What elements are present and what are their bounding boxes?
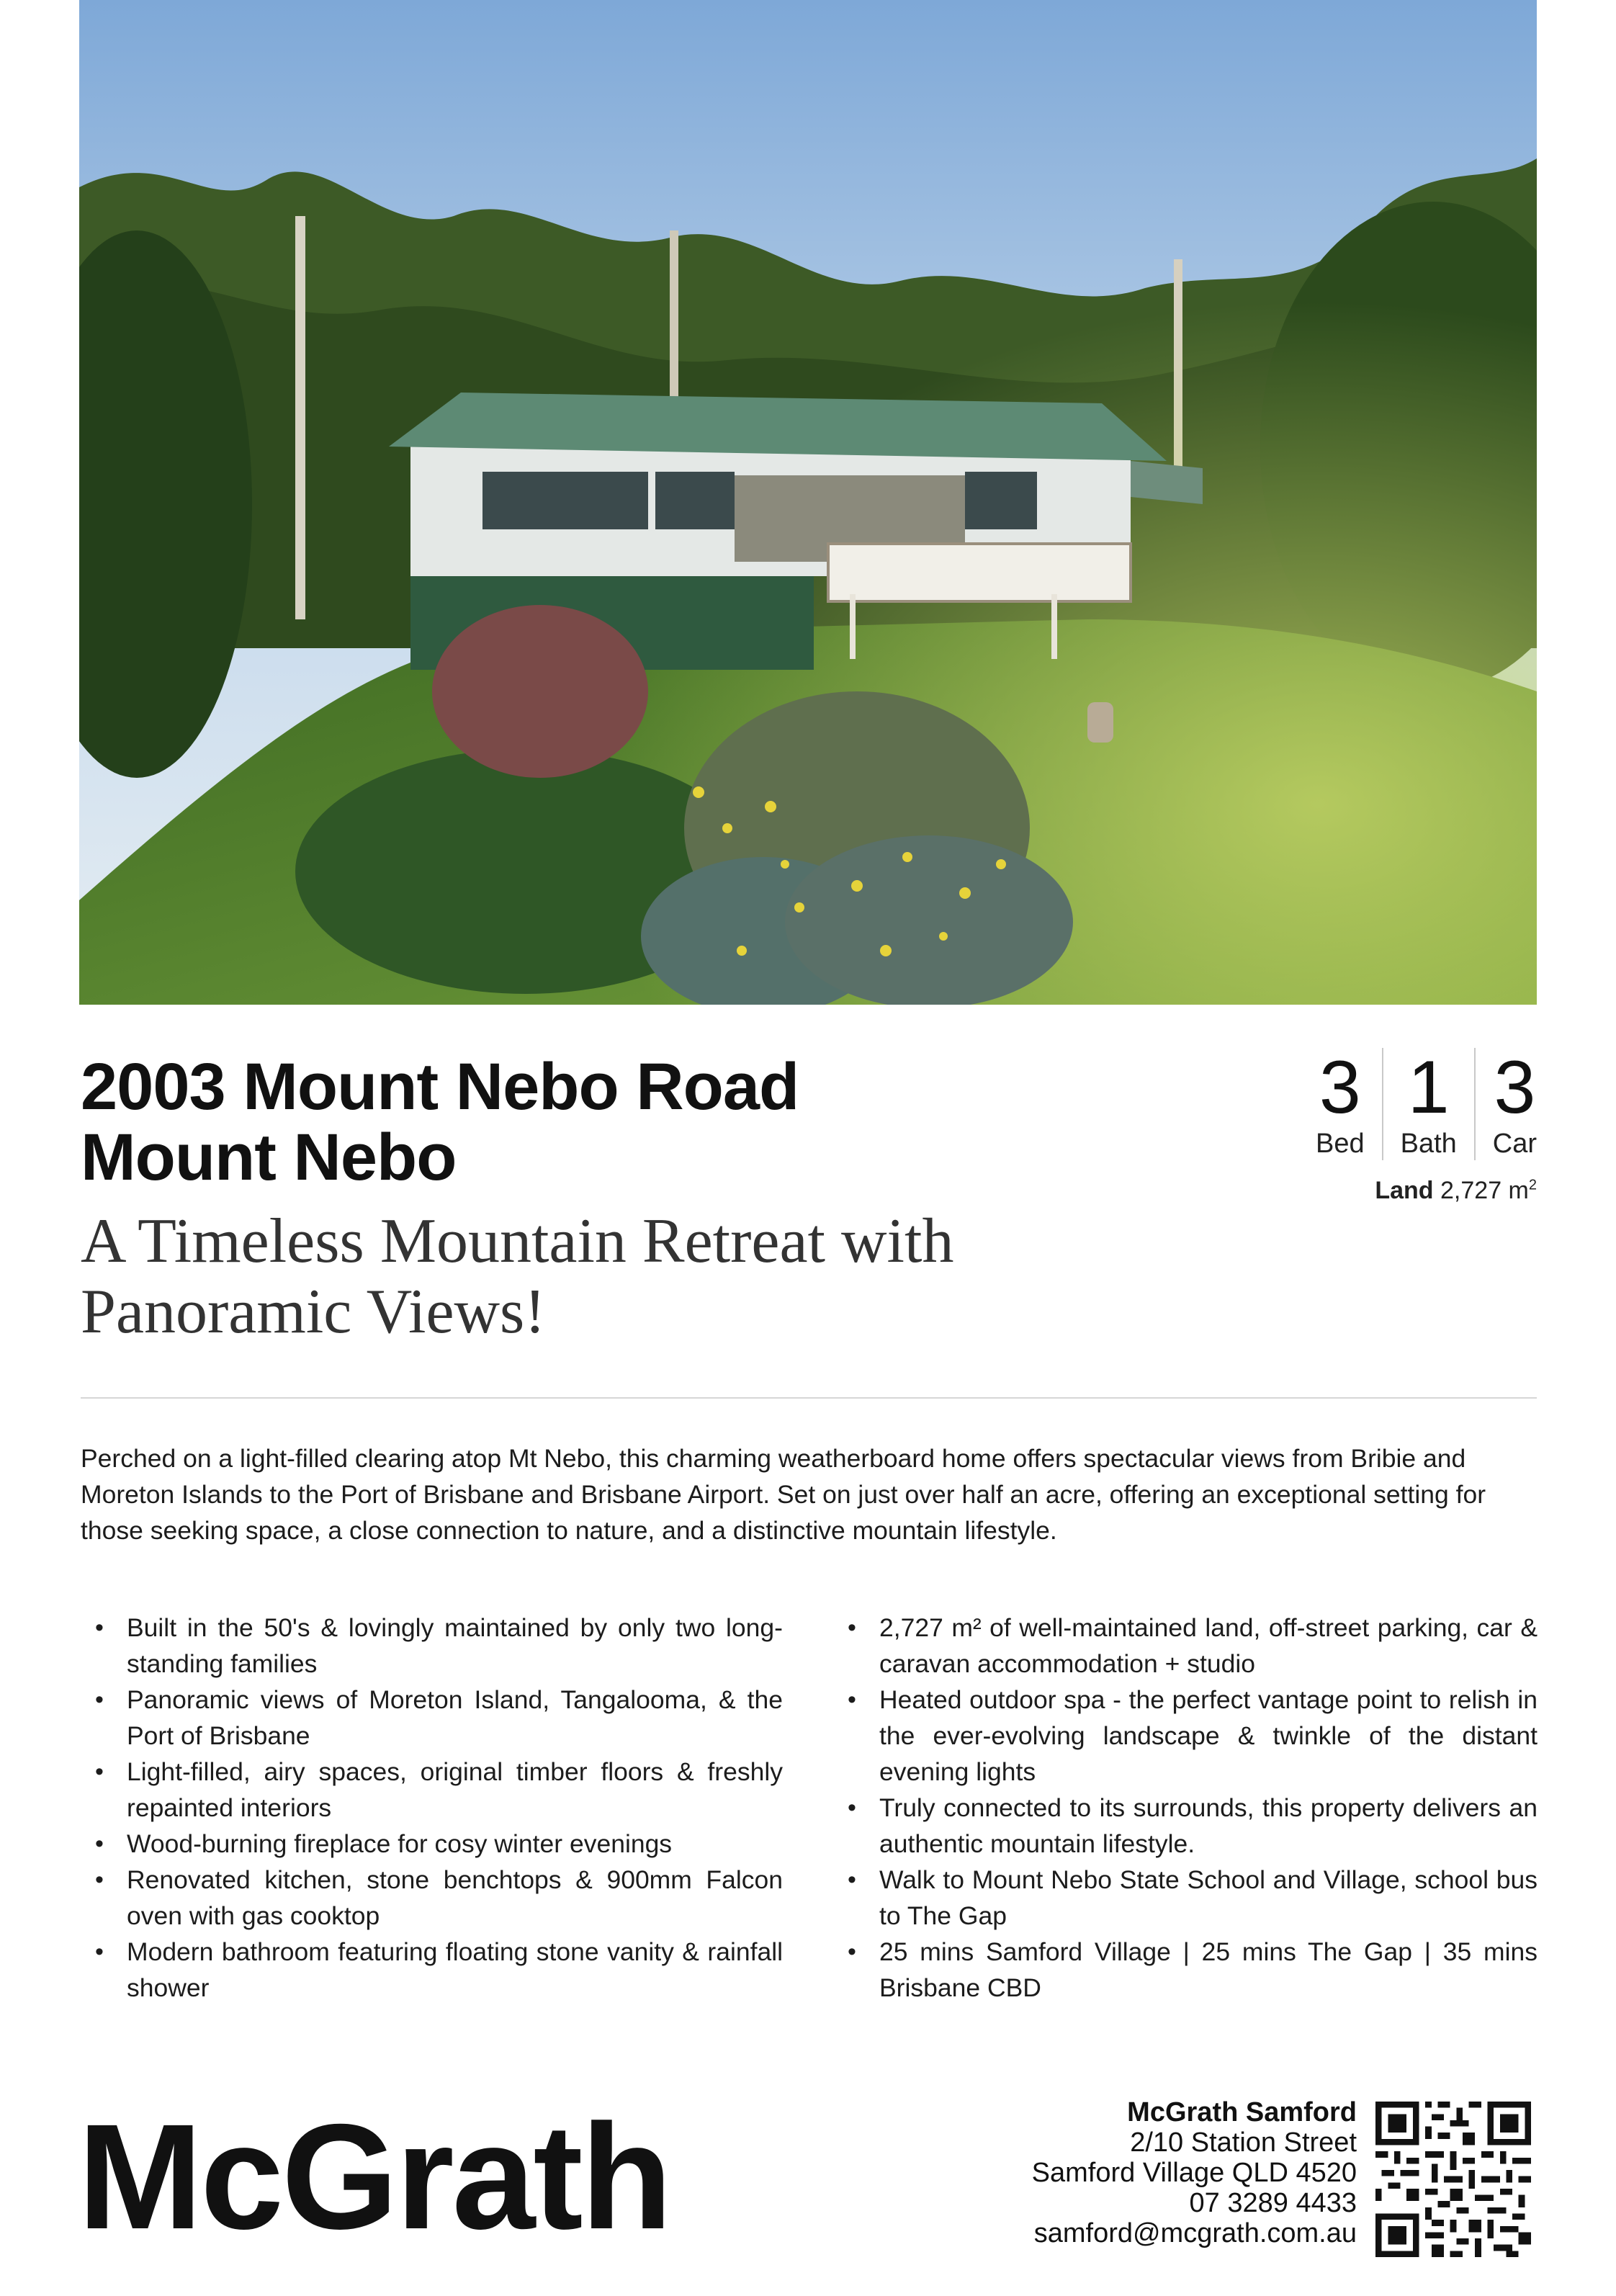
car-label: Car <box>1492 1129 1537 1159</box>
office-name: McGrath Samford <box>1127 2097 1357 2127</box>
office-email: samford@mcgrath.com.au <box>1033 2218 1357 2248</box>
bed-label: Bed <box>1315 1129 1365 1159</box>
features-list-left <box>81 1610 783 2006</box>
office-phone: 07 3289 4433 <box>1189 2188 1357 2218</box>
feature-item: • 2,727 m² of well-maintained land, off-street parking, car & caravan accommodation + studio <box>833 1610 1538 1682</box>
feature-item: • Modern bathroom featuring floating stone vanity & rainfall shower <box>81 1934 783 2006</box>
feature-item: • Truly connected to its surrounds, this property delivers an authentic mountain lifestyle. <box>833 1790 1538 1862</box>
property-address <box>81 1051 1017 1193</box>
headline-line-1: A Timeless Mountain Retreat with <box>81 1206 954 1276</box>
listing-headline <box>81 1206 1089 1347</box>
land-unit-superscript: 2 <box>1528 1177 1537 1193</box>
feature-item: • Walk to Mount Nebo State School and Village, school bus to The Gap <box>833 1862 1538 1934</box>
intro-paragraph: Perched on a light-filled clearing atop Mt Nebo, this charming weatherboard home offers spectacular views from Bribie and Moreton Islands to the Port of Brisbane and Brisbane Airport. Set on just over half an acre, offering an exceptional setting for those seeking space, a close connection to nature, and a distinctive mountain lifestyle. <box>81 1444 1486 1545</box>
office-street: 2/10 Station Street <box>1130 2127 1357 2158</box>
agency-contact <box>1032 2097 1357 2248</box>
land-value: 2,727 m <box>1440 1177 1529 1204</box>
features-list-right <box>833 1610 1538 2006</box>
feature-item: • Light-filled, airy spaces, original timber floors & freshly repainted interiors <box>81 1754 783 1826</box>
land-label: Land <box>1375 1177 1434 1204</box>
address-street: 2003 Mount Nebo Road <box>81 1050 799 1124</box>
feature-item: • Panoramic views of Moreton Island, Tangalooma, & the Port of Brisbane <box>81 1682 783 1754</box>
property-photo <box>79 0 1537 1005</box>
mcgrath-logo: McGrath <box>78 2094 670 2261</box>
property-specs <box>1316 1048 1537 1160</box>
feature-item: • Heated outdoor spa - the perfect vantage point to relish in the ever-evolving landscape & twinkle of the distant evening lights <box>833 1682 1538 1790</box>
feature-item: • 25 mins Samford Village | 25 mins The Gap | 35 mins Brisbane CBD <box>833 1934 1538 2006</box>
headline-line-2: Panoramic Views! <box>81 1277 546 1347</box>
bath-label: Bath <box>1400 1129 1457 1159</box>
feature-item: • Renovated kitchen, stone benchtops & 900mm Falcon oven with gas cooktop <box>81 1862 783 1934</box>
office-suburb: Samford Village QLD 4520 <box>1031 2158 1357 2188</box>
feature-item: • Wood-burning fireplace for cosy winter evenings <box>81 1826 783 1862</box>
feature-item: • Built in the 50's & lovingly maintained by only two long-standing families <box>81 1610 783 1682</box>
address-suburb: Mount Nebo <box>81 1121 457 1194</box>
spec-car <box>1474 1048 1537 1160</box>
car-count: 3 <box>1494 1046 1536 1129</box>
bath-count: 1 <box>1407 1046 1450 1129</box>
spec-bath <box>1382 1048 1474 1160</box>
land-size <box>1375 1177 1537 1205</box>
qr-code-icon[interactable] <box>1375 2102 1531 2257</box>
section-divider <box>81 1397 1537 1399</box>
bed-count: 3 <box>1319 1046 1361 1129</box>
spec-bed <box>1316 1048 1382 1160</box>
